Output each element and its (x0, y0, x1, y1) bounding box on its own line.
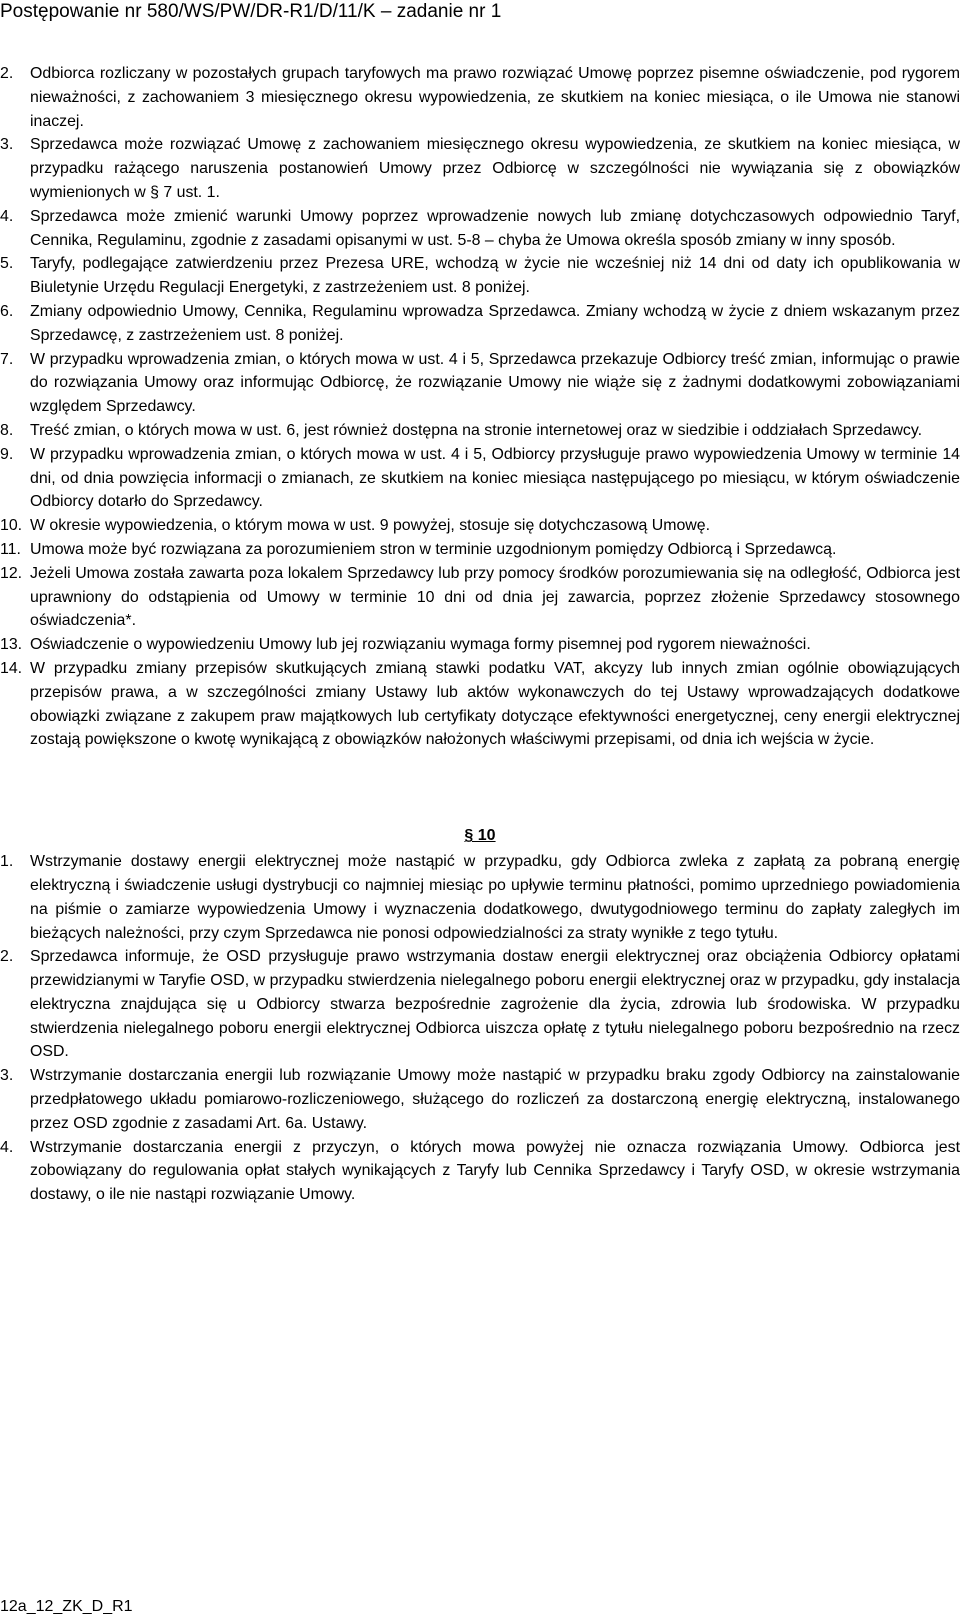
item-text: Odbiorca rozliczany w pozostałych grupach taryfowych ma prawo rozwiązać Umowę poprzez pisemne oświadczenie, pod rygorem nieważności, z zachowaniem 3 miesięcznego okresu wypowiedzenia, ze skutkiem na koniec miesiąca, o ile Umowa nie stanowi inaczej. (30, 65, 960, 130)
item-text: Umowa może być rozwiązana za porozumieniem stron w terminie uzgodnionym pomiędzy Odbiorcą i Sprzedawcą. (30, 540, 837, 558)
list-item (0, 1064, 960, 1135)
list-item (0, 514, 960, 538)
list-item (0, 300, 960, 348)
section-heading: § 10 (464, 827, 496, 845)
item-number: 6. (0, 302, 14, 320)
item-text: Wstrzymanie dostarczania energii lub rozwiązanie Umowy może nastąpić w przypadku braku zgody Odbiorcy na zainstalowanie przedpłatowego układu pomiarowo-rozliczeniowego, służącego do rozliczeń za dostarczoną energię elektryczną, instalowanego przez OSD zgodnie z zasadami Art. 6a. Ustawy. (30, 1067, 960, 1132)
list-item (0, 419, 960, 443)
item-text: W przypadku wprowadzenia zmian, o których mowa w ust. 4 i 5, Sprzedawca przekazuje Odbiorcy treść zmian, informując o prawie do rozwiązania Umowy oraz informując Odbiorcę, że rozwiązanie Umowy nie wiąże się z żadnymi dodatkowymi zobowiązaniami względem Sprzedawcy. (30, 350, 960, 416)
page-footer: 12a_12_ZK_D_R1 (0, 1598, 133, 1615)
list-item (0, 62, 960, 133)
item-number: 10. (0, 517, 23, 535)
item-text: Wstrzymanie dostarczania energii z przyczyn, o których mowa powyżej nie oznacza rozwiązania Umowy. Odbiorca jest zobowiązany do regulowania opłat stałych wynikających z Taryfy lub Cennika Sprzedawcy i Taryfy OSD, w okresie wstrzymania dostawy, o ile nie nastąpi rozwiązanie Umowy. (30, 1138, 960, 1204)
list-item (0, 850, 960, 945)
item-number: 12. (0, 564, 23, 582)
list-item (0, 443, 960, 514)
list-item (0, 945, 960, 1064)
list-item (0, 633, 960, 657)
list-item (0, 538, 960, 562)
list-item (0, 562, 960, 633)
item-number: 1. (0, 853, 14, 871)
page-header: Postępowanie nr 580/WS/PW/DR-R1/D/11/K – zadanie nr 1 (0, 1, 502, 22)
item-number: 5. (0, 255, 14, 273)
list-item (0, 1136, 960, 1207)
item-text: W okresie wypowiedzenia, o którym mowa w ust. 9 powyżej, stosuje się dotychczasową Umowę. (30, 517, 711, 535)
item-number: 13. (0, 636, 23, 654)
item-text: Wstrzymanie dostawy energii elektrycznej może nastąpić w przypadku, gdy Odbiorca zwleka z zapłatą za pobraną energię elektryczną i świadczenie usługi dystrybucji co najmniej miesiąc po upływie terminu płatności, pomimo uprzedniego powiadomienia na piśmie o zamiarze wypowiedzenia Umowy i wyznaczenia dodatkowego, dwutygodniowego terminu do zapłaty zaległych im bieżących należności, przy czym Sprzedawca nie ponosi odpowiedzialności za straty wynikłe z tego tytułu. (30, 853, 960, 942)
item-number: 11. (0, 540, 21, 558)
item-text: Sprzedawca może zmienić warunki Umowy poprzez wprowadzenie nowych lub zmianę dotychczasowych odpowiednio Taryf, Cennika, Regulaminu, zgodnie z zasadami opisanymi w ust. 5-8 – chyba że Umowa określa sposób zmiany w inny sposób. (30, 207, 960, 249)
item-text: Jeżeli Umowa została zawarta poza lokalem Sprzedawcy lub przy pomocy środków porozumiewania się na odległość, Odbiorca jest uprawniony do odstąpienia od Umowy w terminie 10 dni od dnia jej zawarcia, poprzez złożenie Sprzedawcy stosownego oświadczenia*. (30, 564, 960, 630)
item-text: Taryfy, podlegające zatwierdzeniu przez Prezesa URE, wchodzą w życie nie wcześniej niż 14 dni od daty ich opublikowania w Biuletynie Urzędu Regulacji Energetyki, z zastrzeżeniem ust. 8 poniżej. (30, 255, 960, 297)
item-number: 9. (0, 445, 14, 463)
item-text: Treść zmian, o których mowa w ust. 6, jest również dostępna na stronie internetowej oraz w siedzibie i oddziałach Sprzedawcy. (30, 421, 923, 439)
list-item (0, 133, 960, 204)
item-text: Zmiany odpowiednio Umowy, Cennika, Regulaminu wprowadza Sprzedawca. Zmiany wchodzą w życie z dniem wskazanym przez Sprzedawcę, z zastrzeżeniem ust. 8 poniżej. (30, 302, 960, 344)
item-number: 8. (0, 421, 14, 439)
item-number: 4. (0, 207, 14, 225)
item-text: W przypadku wprowadzenia zmian, o których mowa w ust. 4 i 5, Odbiorcy przysługuje prawo wypowiedzenia Umowy w terminie 14 dni, od dnia powzięcia informacji o zmianach, ze skutkiem na koniec miesiąca następującego po miesiącu, w którym oświadczenie Odbiorcy dotarło do Sprzedawcy. (30, 445, 960, 511)
item-number: 3. (0, 1067, 14, 1085)
item-number: 4. (0, 1138, 14, 1156)
list-item (0, 348, 960, 419)
item-text: Sprzedawca może rozwiązać Umowę z zachowaniem miesięcznego okresu wypowiedzenia, ze skutkiem na koniec miesiąca, w przypadku rażącego naruszenia postanowień Umowy przez Odbiorcę w szczególności nie wywiązania się z obowiązków wymienionych w § 7 ust. 1. (30, 136, 960, 201)
list-item (0, 657, 960, 752)
item-number: 14. (0, 659, 23, 677)
item-number: 7. (0, 350, 14, 368)
item-text: W przypadku zmiany przepisów skutkujących zmianą stawki podatku VAT, akcyzy lub innych zmian ogólnie obowiązujących przepisów prawa, a w szczególności zmiany Ustawy lub aktów wykonawczych do tej Ustawy wprowadzających dodatkowe obowiązki związane z zakupem praw majątkowych lub certyfikaty dotyczące efektywności energetycznej, ceny energii elektrycznej zostają powiększone o kwotę wynikającą z obowiązków nałożonych właściwymi przepisami, od dnia ich wejścia w życie. (30, 659, 960, 749)
item-number: 2. (0, 948, 14, 966)
item-text: Sprzedawca informuje, że OSD przysługuje prawo wstrzymania dostaw energii elektrycznej oraz obciążenia Odbiorcy opłatami przewidzianymi w Taryfie OSD, w przypadku stwierdzenia nielegalnego poboru energii elektrycznej oraz w przypadku, gdy instalacja elektryczna znajdująca się u Odbiorcy stwarza bezpośrednie zagrożenie dla życia, zdrowia lub środowiska. W przypadku stwierdzenia nielegalnego poboru energii elektrycznej Odbiorca uiszcza opłatę z tytułu nielegalnego poboru bezpośrednio na rzecz OSD. (30, 948, 960, 1061)
item-number: 2. (0, 65, 14, 82)
list-item (0, 205, 960, 253)
section-a-list (0, 62, 960, 752)
section-b-list (0, 850, 960, 1207)
item-number: 3. (0, 136, 14, 154)
list-item (0, 252, 960, 300)
item-text: Oświadczenie o wypowiedzeniu Umowy lub jej rozwiązaniu wymaga formy pisemnej pod rygorem nieważności. (30, 636, 811, 654)
document-body (0, 62, 960, 1207)
